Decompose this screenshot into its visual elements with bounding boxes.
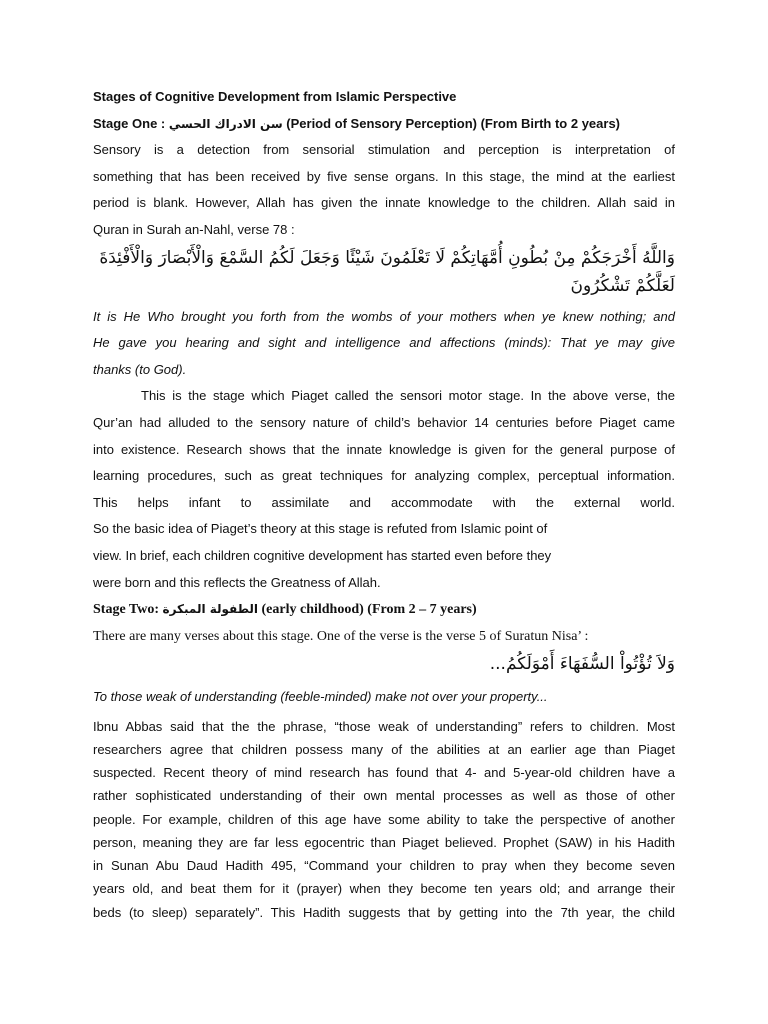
stage-one-heading [93,111,675,138]
paragraph-line: Quran in Surah an-Nahl, verse 78 : [93,221,295,237]
paragraph-line: were born and this reflects the Greatness of Allah. [93,574,381,590]
paragraph-line: suspected. Recent theory of mind research has found that 4- and 5-year-old children have a [93,765,675,781]
paragraph-line: rather sophisticated understanding of their own mental processes as well as those of other [93,788,675,804]
stage-one-heading-arabic: سن الادراك الحسي [168,116,283,131]
paragraph-line: So the basic idea of Piaget’s theory at this stage is refuted from Islamic point of [93,521,548,537]
document-title: Stages of Cognitive Development from Islamic Perspective [93,89,457,104]
stage-two-heading [93,596,675,624]
translation-line: thanks (to God). [93,361,187,377]
paragraph-line: in Sunan Abu Daud Hadith 495, “Command your children to pray when they become seven [93,858,675,874]
paragraph-line: years old, and beat them for it (prayer) when they become ten years old; and arrange their [93,881,675,897]
stage-two-heading-suffix: (early childhood) (From 2 – 7 years) [258,602,477,618]
quran-verse-an-nisa-5: وَلاَ تُؤْتُواْ السُّفَهَاءَ أَمْوَلَكُمُ... [489,654,675,675]
paragraph-line: Qur’an had alluded to the sensory nature of child’s behavior 14 centuries before Piaget came [93,414,675,430]
stage-two-intro: There are many verses about this stage. One of the verse is the verse 5 of Suratun Nisa’ : [93,628,589,644]
verse-translation-an-nisa-5: To those weak of understanding (feeble-minded) make not over your property... [93,689,548,705]
stage-two-paragraph [93,715,675,924]
stage-one-paragraph-2 [93,383,675,596]
stage-one-paragraph-1 [93,137,675,243]
verse-translation-an-nahl-78 [93,304,675,384]
stage-two-heading-arabic: الطفولة المبكرة [162,602,259,617]
translation-line: He gave you hearing and sight and intelligence and affections (minds): That ye may give [93,335,675,351]
paragraph-line: people. For example, children of this age have some ability to take the perspective of another [93,811,675,827]
paragraph-line: beds (to sleep) separately”. This Hadith suggests that by getting into the 7th year, the child [93,904,675,920]
paragraph-line: something that has been received by five sense organs. In this stage, the mind at the earliest [93,168,675,184]
paragraph-line: Sensory is a detection from sensorial stimulation and perception is interpretation of [93,142,675,158]
paragraph-line: into existence. Research shows that the innate knowledge is given for the general purpose of [93,441,675,457]
quran-verse-an-nahl-78: وَاللَّهُ أَخْرَجَكُمْ مِنْ بُطُونِ أُمَّهَاتِكُمْ لَا تَعْلَمُونَ شَيْئًا وَجَعَلَ لَكُمُ السَّمْعَ وَالْأَبْصَارَ وَالْأَفْئِدَةَ لَعَلَّكُمْ تَشْكُرُونَ [99,247,675,296]
translation-line: It is He Who brought you forth from the wombs of your mothers when ye knew nothing; and [93,308,675,324]
paragraph-line: This helps infant to assimilate and accommodate with the external world. [93,494,675,510]
paragraph-line: researchers agree that children possess many of the abilities at an earlier age than Piaget [93,742,675,758]
paragraph-line: Ibnu Abbas said that the the phrase, “those weak of understanding” refers to children. Most [93,718,675,734]
stage-two-heading-prefix: Stage Two: [93,602,163,618]
paragraph-line: view. In brief, each children cognitive development has started even before they [93,547,552,563]
paragraph-line: person, meaning they are far less egocentric than Piaget believed. Prophet (SAW) in his Hadith [93,834,675,850]
stage-one-heading-prefix: Stage One : [93,115,169,131]
stage-one-heading-suffix: (Period of Sensory Perception) (From Birth to 2 years) [282,115,621,131]
paragraph-line: period is blank. However, Allah has given the innate knowledge to the children. Allah said in [93,195,675,211]
paragraph-line: learning procedures, such as great techniques for analyzing complex, perceptual information. [93,468,675,484]
paragraph-line: This is the stage which Piaget called the sensori motor stage. In the above verse, the [141,388,675,404]
document-page [93,84,675,924]
